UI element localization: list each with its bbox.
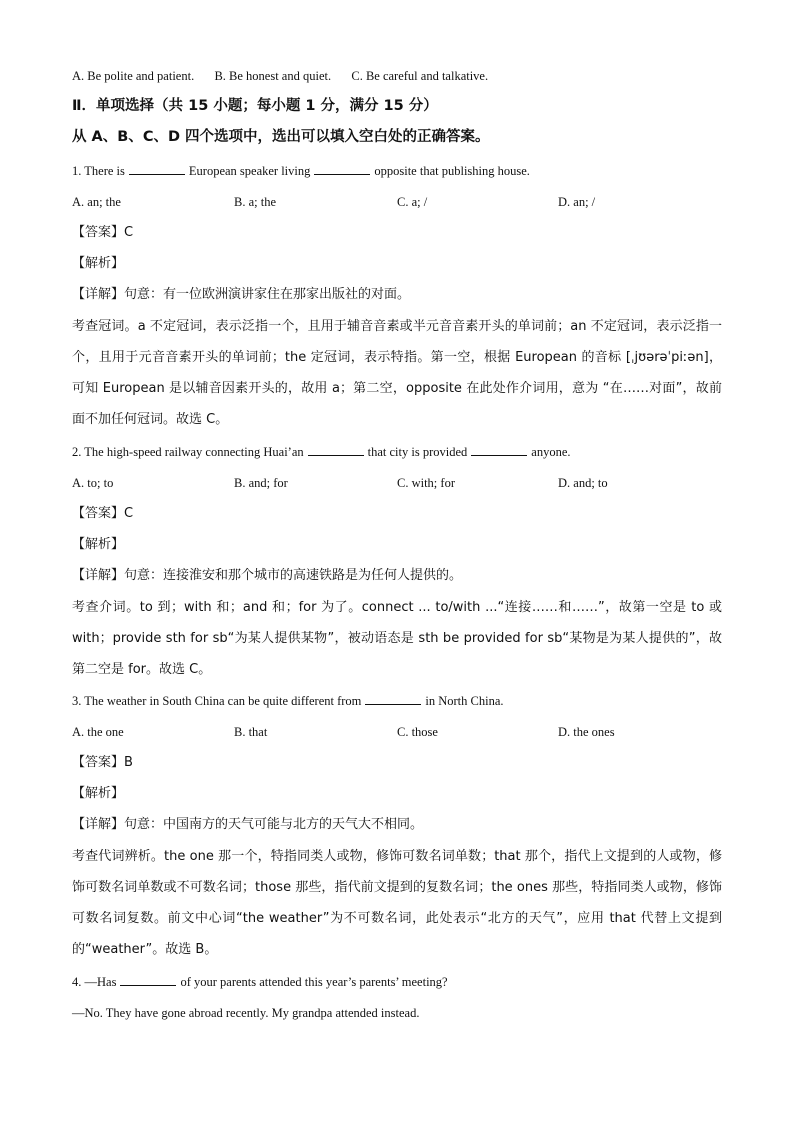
answer-line: 【答案】C — [72, 225, 134, 240]
question-1-stem: 1. There is European speaker living opposite that publishing house. — [72, 164, 530, 178]
option: D. the ones — [558, 725, 615, 739]
question-4-stem: 4. —Has of your parents attended this year’s parents’ meeting? — [72, 975, 448, 989]
option: B. a; the — [234, 195, 277, 209]
explanation: 考查冠词。a 不定冠词，表示泛指一个，且用于辅音音素或半元音音素开头的单词前；an 不定冠词，表示泛指一个，且用于元音音素开头的单词前；the 定冠词，表示特指。第一空，根据 European 的音标 [ˌjʊərəˈpiːən]，可知 European 是以辅音因素开头的，故用 a；第二空，opposite 在此处作介词用，意为 “在……对面”，故前面不加任何冠词。故选 C。 — [72, 319, 722, 427]
option: D. an; / — [558, 195, 596, 209]
analysis-label: 【解析】 — [72, 256, 125, 271]
answer-blank — [129, 162, 185, 175]
option: B. and; for — [234, 476, 288, 490]
answer-blank — [314, 162, 370, 175]
detail-line: 【详解】句意：有一位欧洲演讲家住在那家出版社的对面。 — [72, 287, 411, 302]
analysis-label: 【解析】 — [72, 786, 125, 801]
option: C. with; for — [397, 476, 455, 490]
answer-blank — [120, 973, 176, 986]
option: A. an; the — [72, 195, 121, 209]
answer-blank — [308, 443, 364, 456]
section-instruction: 从 A、B、C、D 四个选项中，选出可以填入空白处的正确答案。 — [72, 129, 490, 145]
explanation: 考查介词。to 到；with 和；and 和；for 为了。connect ... to/with ...“连接……和……”，故第一空是 to 或 with；provide sth for sb“为某人提供某物”，被动语态是 sth be provided for sb“某物是为某人提供的”，故第二空是 for。故选 C。 — [72, 600, 722, 677]
option: C. a; / — [397, 195, 428, 209]
analysis-label: 【解析】 — [72, 537, 125, 552]
option: A. the one — [72, 725, 124, 739]
option: C. those — [397, 725, 438, 739]
option-c: C. Be careful and talkative. — [351, 69, 489, 83]
option-b: B. Be honest and quiet. — [214, 69, 332, 83]
option: A. to; to — [72, 476, 114, 490]
question-3-stem: 3. The weather in South China can be quite different from in North China. — [72, 694, 504, 708]
explanation: 考查代词辨析。the one 那一个，特指同类人或物，修饰可数名词单数；that 那个，指代上文提到的人或物，修饰可数名词单数或不可数名词；those 那些，指代前文提到的复数名词；the ones 那些，特指同类人或物，修饰可数名词复数。前文中心词“the weather”为不可数名词，此处表示“北方的天气”，应用 that 代替上文提到的“weather”。故选 B。 — [72, 849, 722, 957]
section-title: Ⅱ．单项选择（共 15 小题；每小题 1 分，满分 15 分） — [72, 98, 438, 114]
question-2-stem: 2. The high-speed railway connecting Huai’an that city is provided anyone. — [72, 445, 571, 459]
detail-line: 【详解】句意：中国南方的天气可能与北方的天气大不相同。 — [72, 817, 424, 832]
answer-line: 【答案】B — [72, 755, 133, 770]
answer-blank — [471, 443, 527, 456]
detail-line: 【详解】句意：连接淮安和那个城市的高速铁路是为任何人提供的。 — [72, 568, 463, 583]
question-4-reply: —No. They have gone abroad recently. My grandpa attended instead. — [72, 1006, 420, 1020]
answer-line: 【答案】C — [72, 506, 134, 521]
option: B. that — [234, 725, 268, 739]
prev-question-options — [72, 67, 488, 85]
answer-blank — [365, 692, 421, 705]
option: D. and; to — [558, 476, 608, 490]
option-a: A. Be polite and patient. — [72, 69, 195, 83]
